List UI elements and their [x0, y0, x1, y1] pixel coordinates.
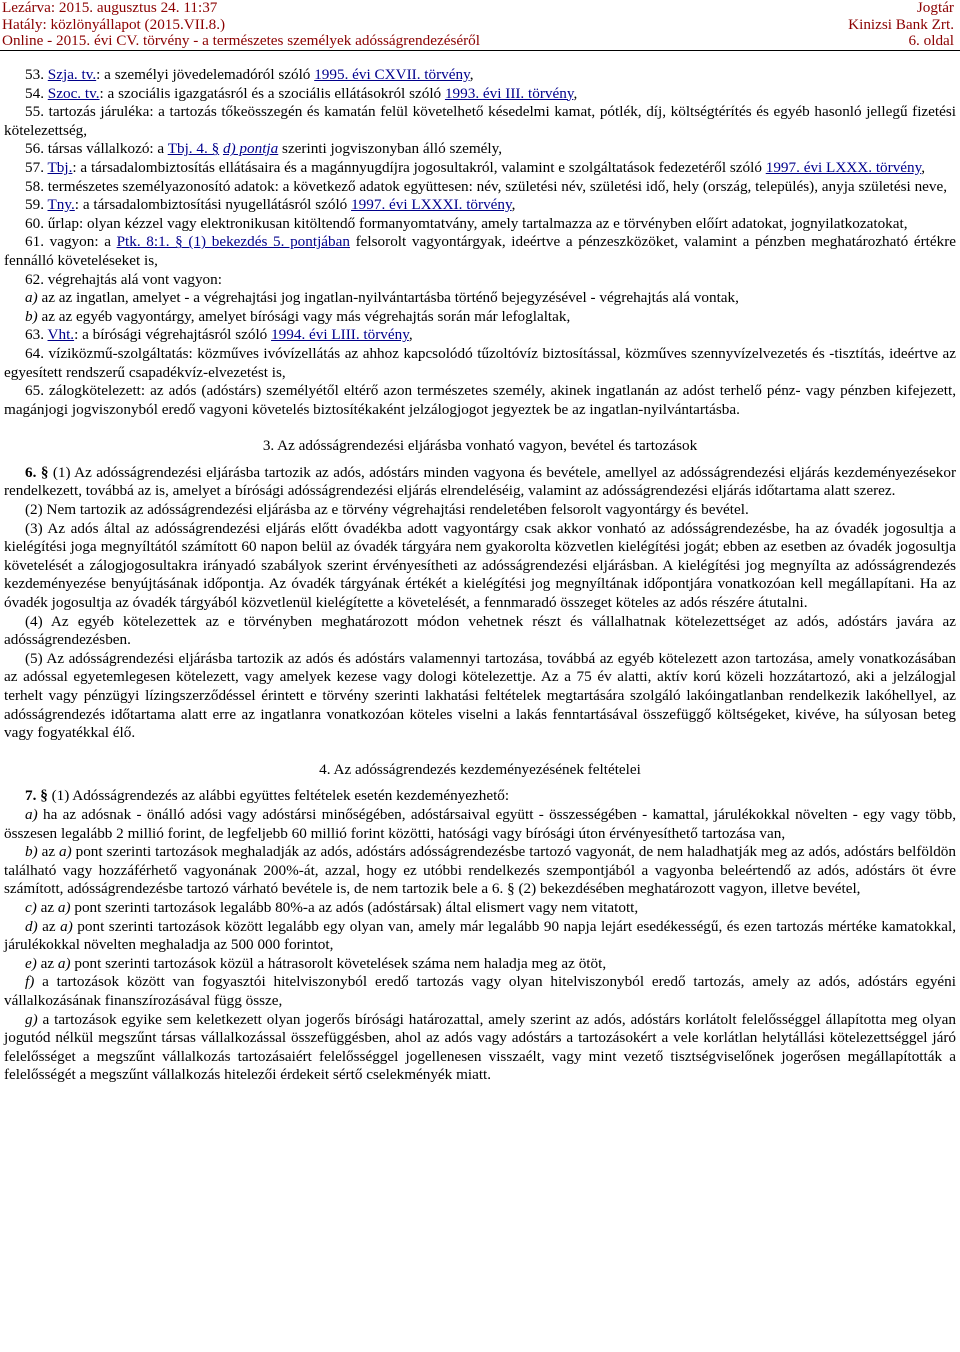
- abbr-link-szja[interactable]: Szja. tv.: [47, 66, 97, 83]
- paragraph-text: (1) Adósságrendezés az alábbi együttes feltételek esetén kezdeményezhető:: [47, 787, 510, 805]
- point-7-a: [4, 806, 956, 843]
- abbr-link-vht[interactable]: Vht.: [47, 326, 75, 344]
- item-number: 53.: [25, 66, 44, 83]
- point-letter: g): [25, 1010, 38, 1028]
- header-page-number: 6. oldal: [908, 32, 954, 49]
- paragraph-6-3: (3) Az adós által az adósságrendezési eljárás előtt óvadékba adott vagyontárgy csak akkor vonható az adósságrendezésbe, ha az óvadék jogosultja a kielégítési joga megnyíltától számított 60 napon belül az óvadék tárgyára nem gyakorolta közvetlen kielégítési jogát; ebben az esetben az óvadék jogosultja követelését a zálogjogosultakra irányadó szabályok szerint érvényesítheti az adósságrendezési eljárásban. A kielégítési jog megnyílta az adósságrendezés kezdeményezése benyújtásának időpontja. Az óvadék tárgyának értékét a kielégítési jog megnyíltának időpontjára vonatkozóan kell megállapítani. Ha az óvadék jogosultja az óvadék tárgyából közvetlenül kielégítette a követelését, a fennmaradó összeget köteles az adós részére átutalni.: [4, 519, 956, 612]
- item-number: 54.: [25, 84, 44, 102]
- definition-62: 62. végrehajtás alá vont vagyon:: [25, 270, 222, 288]
- point-7-d: [4, 918, 956, 955]
- point-letter: e): [25, 954, 37, 972]
- header-licensee: Kinizsi Bank Zrt.: [848, 15, 954, 33]
- definition-text: szerinti jogviszonyban álló személy,: [278, 140, 503, 158]
- header-effective-state: Hatály: közlönyállapot (2015.VII.8.): [2, 15, 226, 33]
- paragraph-6-5: (5) Az adósságrendezési eljárásba tartozik az adós és adóstárs valamennyi tartozása, továbbá az egyéb kötelezett azon tartozása, amely vonatkozásában az adóssal egyetemlegesen kötelezett, vagy amelyek kezese vagy dologi kötelezettje. Az a 75 év alatti, aktív korú közeli hozzátartozó, aki a jelzálogjal terhelt vagy pénzügyi lízingszerződéssel érintett e törvény szerinti lakhatási feltételek megtartására szolgáló lakóingatlanban rendelkezik lakóhellyel, az adósságrendezés időtartama alatt erre az ingatlanra vonatkozóan köteles viselni a lakás fenntartásával összefüggő költségeket, kivéve, ha súlyosan beteg vagy fogyatékkal élő.: [4, 649, 956, 742]
- definition-text: felsorolt vagyontárgyak, ideértve a pénzeszközöket, valamint a pénzben meghatározható értékre fennálló követeléseket is,: [4, 233, 956, 269]
- point-ref: a): [57, 954, 71, 972]
- point-text: pont szerinti tartozások között legalább egy olyan van, amely már legalább 90 napja lejárt esedékességű, és ezen tartozás mértéke kamatokkal, járulékokkal növelten meghaladja az 500 000 forintot,: [4, 917, 956, 954]
- section-heading-4: 4. Az adósságrendezés kezdeményezésének feltételei: [319, 760, 641, 778]
- definition-59: [4, 196, 956, 215]
- definition-text: : a társadalombiztosítás ellátásaira és a magánnyugdíjra jogosultakról, valamint e szolgáltatások fedezetéről szóló: [72, 158, 766, 176]
- paragraph-text: (1) Az adósságrendezési eljárásba tartozik az adós, adóstárs minden vagyona és bevétele, amellyel az adósságrendezési eljárás kezdeményezésekor rendelkezett, továbbá az is, amelyet a bírósági adósságrendezési eljárás elrendeléséig, valamint az adósságrendezési eljárás időtartama alatt szerez.: [4, 463, 956, 500]
- point-text: az az egyéb vagyontárgy, amelyet bírósági vagy más végrehajtás során már lefoglaltak,: [37, 307, 571, 325]
- point-ref-link[interactable]: d) pontja: [222, 140, 279, 158]
- point-letter: c): [25, 898, 37, 916]
- point-letter: b): [25, 843, 38, 861]
- point-7-g: [4, 1011, 956, 1085]
- definition-62-b: [4, 308, 956, 327]
- point-7-e: [4, 955, 956, 974]
- header-publisher: Jogtár: [916, 0, 954, 16]
- document-header: [0, 0, 960, 48]
- definition-64: 64. víziközmű-szolgáltatás: közműves ivóvízellátás az ahhoz kapcsolódó tűzoltóvíz biztosítással, közműves szennyvízelvezetés és -tisztítás, ideértve az egyesített rendszerű csapadékvíz-elvezetést is,: [4, 344, 956, 381]
- point-7-f: [4, 973, 956, 1010]
- point-text: az: [37, 917, 61, 935]
- definition-63: [4, 326, 956, 345]
- point-letter: b): [25, 307, 38, 325]
- abbr-link-szoc[interactable]: Szoc. tv.: [47, 84, 100, 102]
- point-letter: a): [25, 289, 38, 307]
- item-number: 59.: [25, 196, 48, 214]
- definition-55: 55. tartozás járuléka: a tartozás tőkeösszegén és kamatán felül követelhető késedelmi kamat, pótlék, díj, költségtérítés és egyéb hasonló jellegű fizetési kötelezettség,: [4, 103, 956, 139]
- point-ref: a): [59, 843, 72, 861]
- definition-54: [4, 85, 956, 104]
- point-text: pont szerinti tartozások közül a hátrasorolt követelések száma nem haladja meg az ötöt,: [70, 954, 607, 972]
- punct: ,: [469, 66, 474, 83]
- section-heading-3: 3. Az adósságrendezési eljárásba vonható vagyon, bevétel és tartozások: [262, 437, 698, 455]
- law-ref-link[interactable]: Tbj. 4. §: [167, 140, 220, 158]
- definition-57: [4, 159, 956, 178]
- abbr-link-tny[interactable]: Tny.: [47, 196, 75, 214]
- definition-60: 60. űrlap: olyan kézzel vagy elektronikusan kitöltendő formanyomtatvány, amely tartalmazza az e törvényben előírt adatokat, jognyilatkozatokat,: [25, 214, 908, 232]
- definition-text: 56. társas vállalkozó: a: [25, 140, 168, 158]
- punct: ,: [921, 158, 926, 176]
- point-letter: a): [25, 805, 38, 823]
- law-ref-link[interactable]: Ptk. 8:1. § (1) bekezdés 5. pontjában: [116, 233, 350, 251]
- definition-text: : a személyi jövedelemadóról szóló: [96, 66, 315, 83]
- definition-61: [4, 233, 956, 270]
- point-7-c: [4, 899, 956, 918]
- header-source: [848, 0, 954, 50]
- section-number: 6. §: [25, 463, 49, 481]
- point-text: az: [37, 843, 60, 861]
- point-text: az: [36, 898, 58, 916]
- law-ref-link[interactable]: 1994. évi LIII. törvény: [271, 326, 409, 344]
- definition-text: : a szociális igazgatásról és a szociális ellátásokról szóló: [99, 84, 445, 102]
- definition-text: 61. vagyon: a: [25, 233, 117, 251]
- definition-text: : a társadalombiztosítási nyugellátásról szóló: [74, 196, 352, 214]
- point-text: az az ingatlan, amelyet - a végrehajtási jog ingatlan-nyilvántartásba történő bejegyzésével - végrehajtás alá vontak,: [37, 289, 739, 307]
- header-closed-date: Lezárva: 2015. augusztus 24. 11:37: [2, 0, 218, 16]
- law-ref-link[interactable]: 1993. évi III. törvény: [444, 84, 574, 102]
- section-number: 7. §: [25, 787, 48, 805]
- definition-62-a: [4, 289, 956, 308]
- item-number: 63.: [25, 326, 48, 344]
- point-text: pont szerinti tartozások legalább 80%-a az adós (adóstársak) által elismert vagy nem vitatott,: [70, 898, 639, 916]
- definition-56: [4, 140, 956, 159]
- punct: ,: [511, 196, 516, 214]
- point-7-b: [4, 843, 956, 899]
- header-meta: [2, 0, 480, 50]
- definition-65: 65. zálogkötelezett: az adós (adóstárs) személyétől eltérő azon természetes személy, akinek ingatlanán az adóst terhelő pénz- vagy pénzben kifejezett, magánjogi jogviszonyból eredő vagyoni követelés biztosítékaként jelzálogjogot jegyeztek be az ingatlan-nyilvántartásba.: [4, 382, 956, 418]
- definition-text: : a bírósági végrehajtásról szóló: [74, 326, 272, 344]
- paragraph-6-1: [4, 464, 956, 501]
- point-text: az: [36, 954, 58, 972]
- point-letter: d): [25, 917, 38, 935]
- point-ref: a): [60, 917, 73, 935]
- point-text: ha az adósnak - önálló adósi vagy adóstársi minőségében, adóstársaival együtt - összességében - kamattal, járulékokkal növelten - egy vagy több, összesen legalább 2 millió forint, de legfeljebb 60 millió forint közötti, hatósági vagy bírósági úton érvényesíthető tartozása van,: [4, 805, 956, 842]
- definition-53: [4, 66, 956, 85]
- punct: ,: [573, 84, 578, 102]
- point-letter: f): [25, 973, 35, 991]
- point-text: a tartozások között van fogyasztói hitelviszonyból eredő tartozás vagy olyan hitelviszonyból eredő tartozás, amely az adós, adóstárs egyéni vállalkozásának finanszírozásával függ össze,: [4, 973, 956, 1009]
- point-ref: a): [57, 898, 71, 916]
- document-body: [4, 66, 956, 1085]
- item-number: 57.: [25, 158, 48, 176]
- point-text: pont szerinti tartozások meghaladják az adós, adóstárs adósságrendezésbe tartozó vagyonát, de nem haladhatják meg az adós, adóstárs belföldön található vagy hozzáférhető vagyonának 200%-át, azzal, hogy ez utóbbi rendelkezés szempontjából a vagyonba beleértendő az adós, adóstárs öt évre számított, adósságrendezésbe tartozó várható bevétele is, de nem tartozik bele a 6. § (2) bekezdésében meghatározott vagyon, illetve bevétel,: [4, 843, 956, 898]
- header-divider: [0, 50, 960, 51]
- paragraph-7-1: [4, 787, 956, 806]
- paragraph-6-2: (2) Nem tartozik az adósságrendezési eljárásba az e törvény végrehajtási rendeletében felsorolt vagyontárgy és bevétel.: [25, 501, 749, 519]
- header-law-title: Online - 2015. évi CV. törvény - a természetes személyek adósságrendezéséről: [2, 32, 480, 49]
- law-ref-link[interactable]: 1995. évi CXVII. törvény: [314, 66, 470, 83]
- abbr-link-tbj[interactable]: Tbj.: [47, 158, 73, 176]
- definition-58: 58. természetes személyazonosító adatok: a következő adatok együttesen: név, születési név, születési idő, hely (ország, település), anyja születési neve,: [25, 177, 948, 195]
- law-ref-link[interactable]: 1997. évi LXXX. törvény: [765, 158, 922, 176]
- paragraph-6-4: (4) Az egyéb kötelezettek az e törvényben meghatározott módon vehetnek részt és vállalhatnak kötelezettséget az adós, adóstárs javára az adósságrendezésben.: [4, 612, 956, 649]
- punct: ,: [408, 326, 413, 344]
- law-ref-link[interactable]: 1997. évi LXXXI. törvény: [351, 196, 512, 214]
- point-text: a tartozások egyike sem keletkezett olyan jogerős bírósági határozattal, amely szerint az adós, adóstárs korlátolt felelősséggel állapította meg olyan jogutód nélkül megszűnt társas vállalkozással összefüggésben, ahol az adós vagy adóstárs a tartozásokért a vele korlátlan helytállási kötelezettséggel járó felelősséget a megszűnt vállalkozás tartozásaiért felelősséggel jogellenesen visszaélt, vagy mint vezető tisztségviselőnek jogerősen megállapították a felelősségét a megszűnt vállalkozás hitelezői érdekeit sértő cselekményék miatt.: [4, 1010, 956, 1084]
